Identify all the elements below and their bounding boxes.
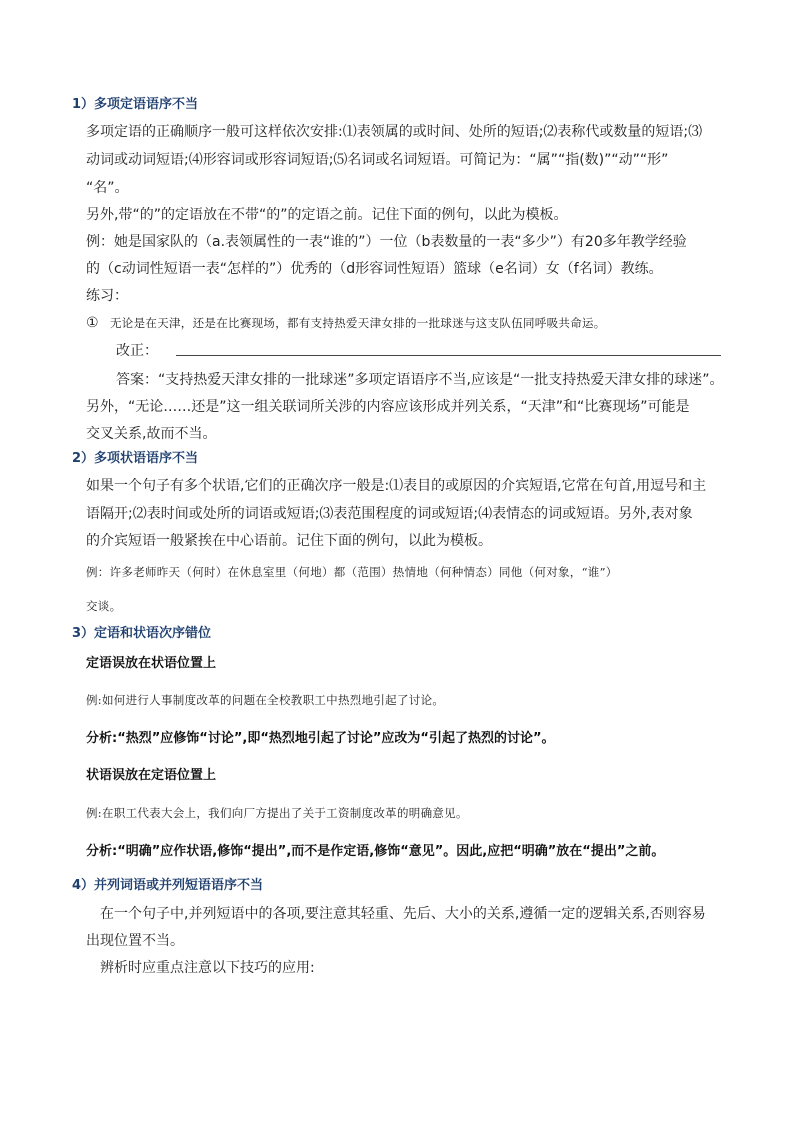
answer-line-3: 交叉关系,故而不当。 (86, 426, 217, 442)
s3-example-2: 例:在职工代表大会上，我们向厂方提出了关于工资制度改革的明确意见。 (86, 806, 468, 820)
s2-line-3: 的介宾短语一般紧挨在中心语前。记住下面的例句，以此为模板。 (86, 533, 492, 549)
s1-line-3: “名”。 (86, 180, 129, 196)
question-text: 无论是在天津，还是在比赛现场，都有支持热爱天津女排的一批球迷与这支队伍同呼吸共命运。 (110, 316, 606, 330)
subheading-adverbial-misplaced: 状语误放在定语位置上 (86, 768, 217, 783)
s1-example-2: 的（c动词性短语一表“怎样的”）优秀的（d形容词性短语）篮球（e名词）女（f名词）教练。 (86, 261, 663, 277)
s2-line-2: 语隔开;⑵表时间或处所的词语或短语;⑶表范围程度的词或短语;⑷表情态的词或短语。另外,表对象 (86, 506, 693, 522)
s4-line-1: 在一个句子中,并列短语中的各项,要注意其轻重、先后、大小的关系,遵循一定的逻辑关系,否则容易 (100, 906, 706, 922)
s2-example-1: 例：许多老师昨天（何时）在休息室里（何地）都（范围）热情地（何种情态）同他（何对象，“谁”） (86, 565, 618, 579)
answer-blank-line (176, 355, 721, 356)
correction-label: 改正： (116, 343, 158, 359)
s1-line-4: 另外,带“的”的定语放在不带“的”的定语之前。记住下面的例句，以此为模板。 (86, 207, 568, 223)
question-number: ① (86, 315, 99, 331)
subheading-attributive-misplaced: 定语误放在状语位置上 (86, 656, 217, 671)
s1-line-1: 多项定语的正确顺序一般可这样依次安排:⑴表领属的或时间、处所的短语;⑵表称代或数量的短语;⑶ (86, 124, 703, 140)
answer-line-1: 答案：“支持热爱天津女排的一批球迷”多项定语语序不当,应该是“一批支持热爱天津女排的球迷”。 (116, 372, 724, 388)
s4-line-2: 出现位置不当。 (86, 933, 184, 949)
section-1-heading: 1）多项定语语序不当 (72, 97, 199, 112)
s1-line-2: 动词或动词短语;⑷形容词或形容词短语;⑸名词或名词短语。可简记为：“属”“指(数)”“动”“形” (86, 152, 669, 168)
s4-line-3: 辨析时应重点注意以下技巧的应用: (100, 960, 315, 976)
s3-analysis-2: 分析:“明确”应作状语,修饰“提出”,而不是作定语,修饰“意见”。因此,应把“明确”放在“提出”之前。 (86, 844, 665, 859)
s2-line-1: 如果一个句子有多个状语,它们的正确次序一般是:⑴表目的或原因的介宾短语,它常在句首,用逗号和主 (86, 478, 707, 494)
s3-analysis-1: 分析:“热烈”应修饰“讨论”,即“热烈地引起了讨论”应改为“引起了热烈的讨论”。 (86, 731, 555, 746)
section-2-heading: 2）多项状语语序不当 (72, 451, 199, 466)
s2-example-2: 交谈。 (86, 599, 122, 613)
s1-example-1: 例：她是国家队的（a.表领属性的一表“谁的”）一位（b表数量的一表“多少”）有20多年教学经验 (86, 234, 687, 250)
answer-line-2: 另外，“无论……还是”这一组关联词所关涉的内容应该形成并列关系，“天津”和“比赛现场”可能是 (86, 399, 690, 415)
practice-label: 练习： (86, 288, 128, 304)
section-4-heading: 4）并列词语或并列短语语序不当 (72, 878, 264, 893)
section-3-heading: 3）定语和状语次序错位 (72, 626, 212, 641)
s3-example-1: 例:如何进行人事制度改革的问题在全校教职工中热烈地引起了讨论。 (86, 693, 445, 707)
